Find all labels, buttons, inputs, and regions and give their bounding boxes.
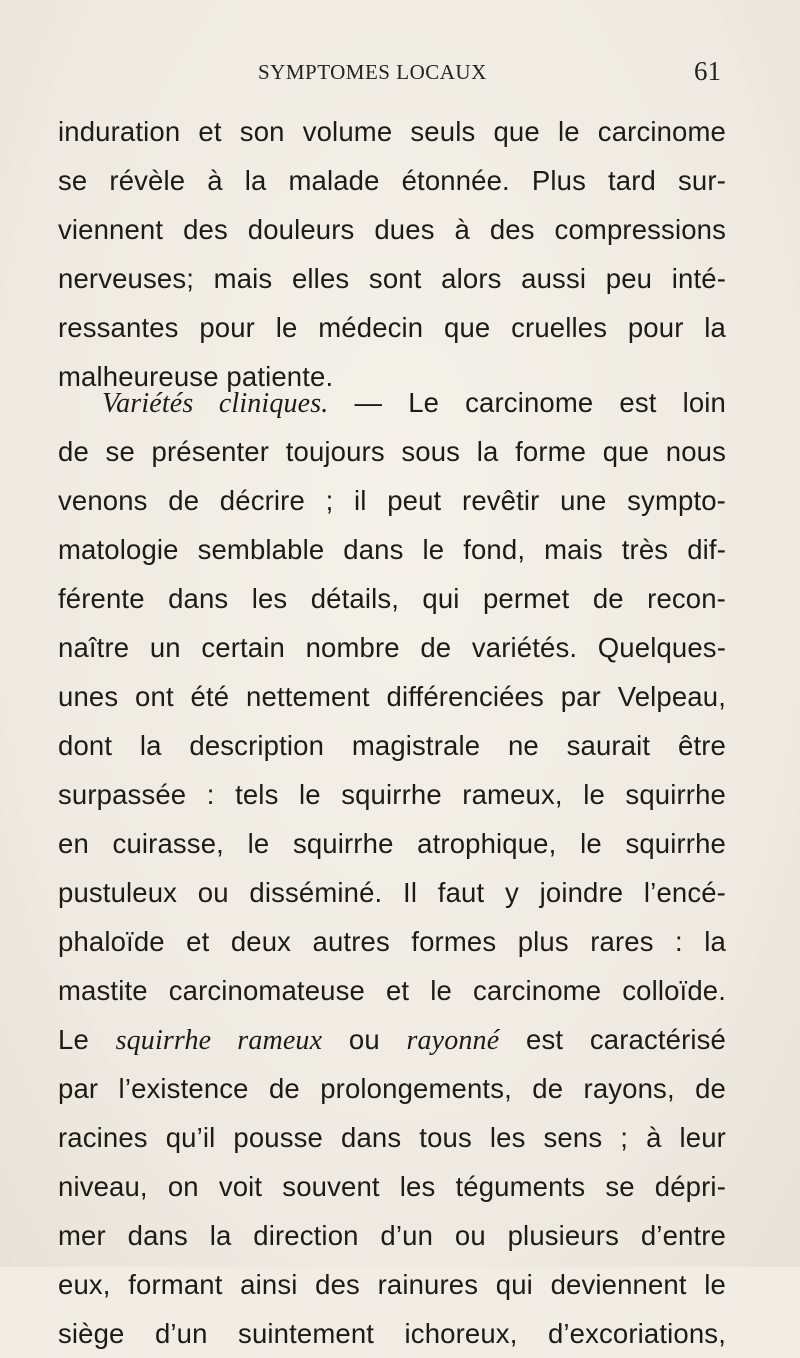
page-number: 61 xyxy=(694,56,721,86)
text-line: induration et son volume seuls que le carcinome xyxy=(58,116,726,147)
text-line: malheureuse patiente. xyxy=(58,361,334,392)
term-squirrhe-rameux: squirrhe rameux xyxy=(115,1025,323,1056)
text-line: niveau, on voit souvent les téguments se dépri- xyxy=(58,1171,726,1202)
text-line: racines qu’il pousse dans tous les sens ; à leur xyxy=(58,1122,726,1153)
text-line: siège d’un suintement ichoreux, d’excoriations, xyxy=(58,1318,726,1349)
text-line: mastite carcinomateuse et le carcinome colloïde. xyxy=(58,975,726,1006)
text-fragment: ou xyxy=(322,1024,407,1055)
text-line: de se présenter toujours sous la forme que nous xyxy=(58,436,726,467)
text-line: se révèle à la malade étonnée. Plus tard sur- xyxy=(58,165,726,196)
text-line: surpassée : tels le squirrhe rameux, le squirrhe xyxy=(58,779,726,810)
text-line: naître un certain nombre de variétés. Quelques- xyxy=(58,632,726,663)
text-line: ressantes pour le médecin que cruelles pour la xyxy=(58,312,726,343)
text-fragment: — Le carcinome est loin xyxy=(328,387,726,418)
paragraph-2 xyxy=(58,378,726,1358)
text-fragment: Le xyxy=(58,1024,116,1055)
text-line: eux, formant ainsi des rainures qui deviennent le xyxy=(58,1269,726,1300)
text-line: férente dans les détails, qui permet de recon- xyxy=(58,583,726,614)
text-fragment: est caractérisé xyxy=(499,1024,726,1055)
text-line: viennent des douleurs dues à des compressions xyxy=(58,214,726,245)
text-line xyxy=(58,1015,726,1064)
text-line: mer dans la direction d’un ou plusieurs d’entre xyxy=(58,1220,726,1251)
paragraph-1 xyxy=(58,107,726,401)
text-line: par l’existence de prolongements, de rayons, de xyxy=(58,1073,726,1104)
text-line: matologie semblable dans le fond, mais très dif- xyxy=(58,534,726,565)
page-header xyxy=(0,56,800,92)
term-rayonne: rayonné xyxy=(406,1025,500,1056)
section-heading-varietes-cliniques: Variétés cliniques. xyxy=(102,388,329,419)
text-line: nerveuses; mais elles sont alors aussi peu inté- xyxy=(58,263,726,294)
text-line: unes ont été nettement différenciées par Velpeau, xyxy=(58,681,726,712)
running-title: SYMPTOMES LOCAUX xyxy=(258,60,487,84)
text-line xyxy=(58,378,726,427)
text-line: dont la description magistrale ne saurait être xyxy=(58,730,726,761)
text-line: pustuleux ou disséminé. Il faut y joindre l’encé- xyxy=(58,877,726,908)
text-line: phaloïde et deux autres formes plus rares : la xyxy=(58,926,726,957)
text-line: en cuirasse, le squirrhe atrophique, le squirrhe xyxy=(58,828,726,859)
text-line: venons de décrire ; il peut revêtir une sympto- xyxy=(58,485,726,516)
